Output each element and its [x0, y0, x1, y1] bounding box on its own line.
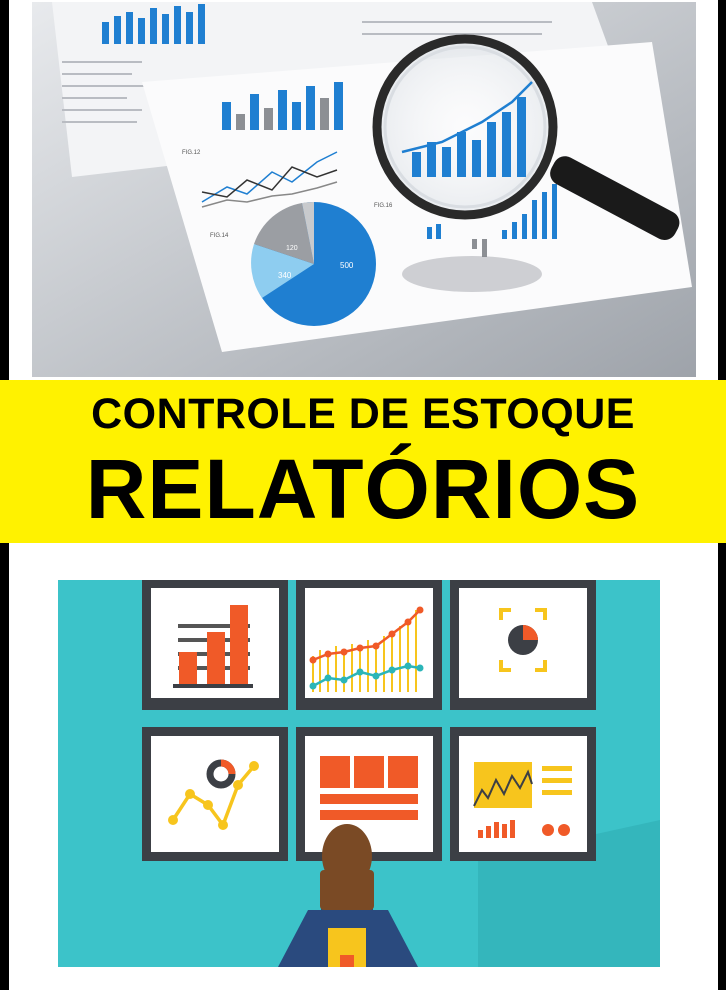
dashboard-illustration [58, 580, 660, 967]
screen-scatter-line [142, 727, 288, 861]
fig14-label: FIG.14 [210, 233, 229, 239]
reports-photo [32, 2, 696, 377]
screen-line-chart [296, 580, 442, 710]
reports-photo-art [32, 2, 696, 377]
fig12-label: FIG.12 [182, 150, 201, 156]
banner-subtitle: RELATÓRIOS [85, 442, 641, 536]
pie-slice-c: 120 [286, 245, 298, 252]
pie-slice-b: 340 [278, 271, 292, 280]
banner-title: CONTROLE DE ESTOQUE [91, 390, 635, 438]
fig16-label: FIG.16 [374, 203, 393, 209]
pie-chart [251, 202, 376, 326]
screen-pie-focus [450, 580, 596, 710]
screen-area-chart [450, 727, 596, 861]
dashboard-illustration-art [58, 580, 660, 967]
screen-bar-chart [142, 580, 288, 710]
pie-slice-a: 500 [340, 261, 354, 270]
title-banner [0, 380, 726, 543]
